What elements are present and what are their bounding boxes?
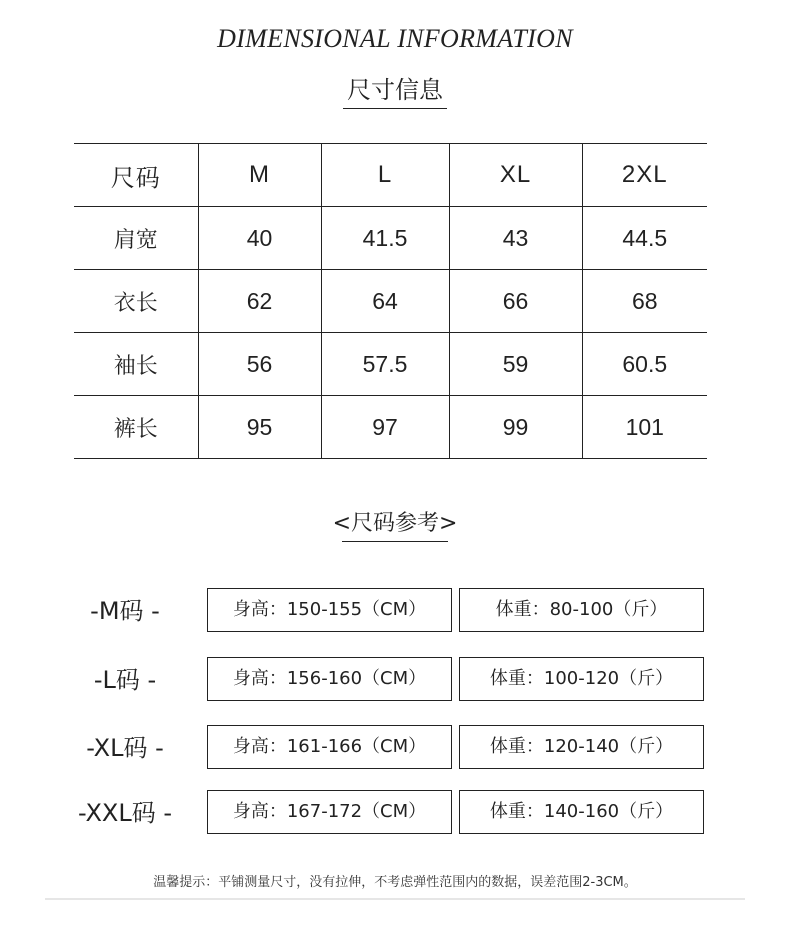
weight-range-box: 体重：140-160（斤） [459,790,704,834]
header-cell-l: L [321,144,449,207]
table-cell: 60.5 [582,333,707,396]
table-cell: 62 [198,270,321,333]
table-row [74,207,707,270]
table-cell: 97 [321,396,449,459]
table-row [74,270,707,333]
height-range-box: 身高：150-155（CM） [207,588,452,632]
table-header-row [74,144,707,207]
reference-row-l [0,657,790,703]
size-label: -L码 - [93,666,157,694]
reference-row-xxl [0,790,790,836]
table-row [74,396,707,459]
table-cell: 44.5 [582,207,707,270]
size-label: -M码 - [90,597,160,625]
measurement-note: 温馨提示：平铺测量尺寸，没有拉伸，不考虑弹性范围内的数据，误差范围2-3CM。 [153,875,637,890]
title-underline [343,108,447,109]
size-table [74,143,707,459]
title-chinese: 尺寸信息 [347,76,443,104]
table-cell: 56 [198,333,321,396]
table-cell: 99 [449,396,582,459]
weight-range-box: 体重：120-140（斤） [459,725,704,769]
size-label: -XXL码 - [77,799,172,827]
table-cell: 57.5 [321,333,449,396]
table-row [74,333,707,396]
table-cell: 43 [449,207,582,270]
row-label: 裤长 [74,396,198,459]
title-english: DIMENSIONAL INFORMATION [217,24,573,53]
table-cell: 66 [449,270,582,333]
bottom-divider [45,898,745,900]
weight-range-box: 体重：80-100（斤） [459,588,704,632]
table-cell: 41.5 [321,207,449,270]
row-label: 袖长 [74,333,198,396]
reference-underline [342,541,448,542]
table-cell: 68 [582,270,707,333]
height-range-box: 身高：156-160（CM） [207,657,452,701]
header-cell-m: M [198,144,321,207]
height-range-box: 身高：167-172（CM） [207,790,452,834]
header-cell-2xl: 2XL [582,144,707,207]
header-cell-xl: XL [449,144,582,207]
reference-row-xl [0,725,790,771]
reference-row-m [0,588,790,634]
header-cell-size: 尺码 [74,144,198,207]
row-label: 衣长 [74,270,198,333]
table-cell: 101 [582,396,707,459]
table-cell: 95 [198,396,321,459]
table-cell: 40 [198,207,321,270]
size-label: -XL码 - [86,734,164,762]
height-range-box: 身高：161-166（CM） [207,725,452,769]
table-cell: 64 [321,270,449,333]
reference-title: <尺码参考> [332,511,458,536]
weight-range-box: 体重：100-120（斤） [459,657,704,701]
table-cell: 59 [449,333,582,396]
row-label: 肩宽 [74,207,198,270]
